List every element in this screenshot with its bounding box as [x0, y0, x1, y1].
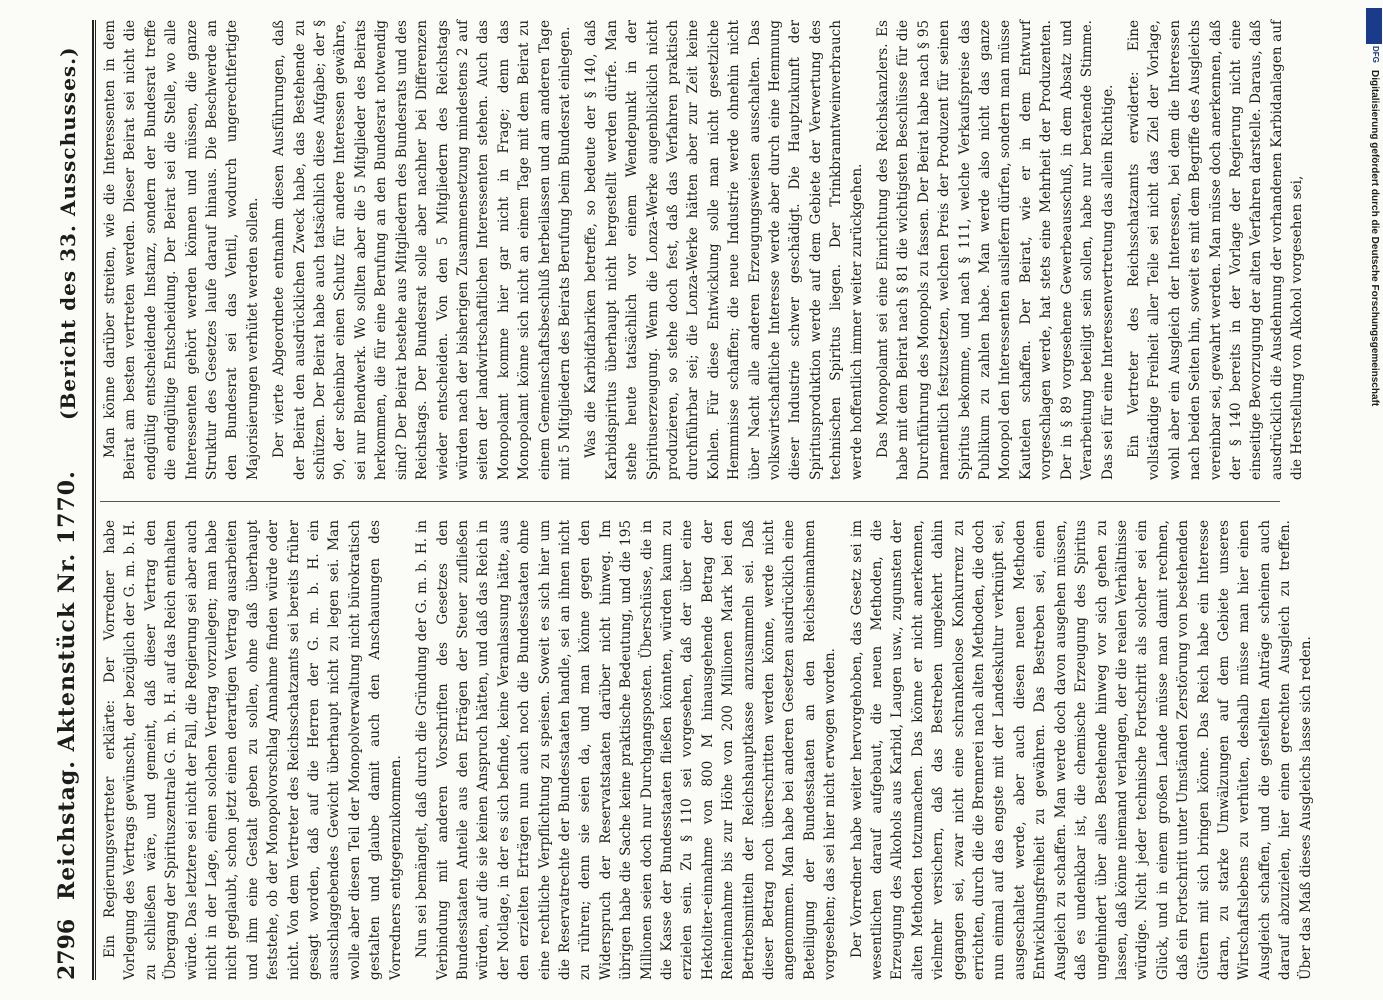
column-divider: [100, 501, 1280, 502]
paragraph: Was die Karbidfabriken betreffe, so bedeute der § 140, daß Karbidspiritus überhaupt nicht hergestellt werden dürfe. Man stehe heute tatsächlich vor einem Wendepunkt in der Spirituserzeugung. Wenn die Lonza-Werke augenblicklich nicht produzieren, so stehe doch fest, daß das Verfahren praktisch durchführbar sei; die Lonza-Werke hätten aber zur Zeit keine Kohlen. Für diese Entwicklung solle man nicht gesetzliche Hemmnisse schaffen; die neue Industrie werde ohnehin nicht über Nacht alle anderen Erzeugungsweisen ausschalten. Das volkswirtschaftliche Interesse werde aber durch eine Hemmung dieser Industrie schwer geschädigt. Die Hauptzukunft der Spiritusproduktion werde auf dem Gebiete der Verwertung des technischen Spiritus liegen. Der Trinkbranntweinverbrauch werde hoffentlich immer weiter zurückgehen.: [583, 20, 865, 480]
left-column: [100, 520, 1314, 980]
page-header: [48, 20, 98, 980]
dfg-logo: [1366, 8, 1382, 44]
header-rule-thin: [95, 20, 96, 980]
rotated-document-page: [40, 0, 1370, 990]
header-title-right: (Bericht des 33. Ausschusses.): [56, 46, 80, 420]
dfg-logo-label: [1368, 46, 1380, 63]
dfg-logo-text: DFG: [1371, 46, 1380, 63]
paragraph: Das Monopolamt sei eine Einrichtung des Reichskanzlers. Es habe mit dem Beirat nach § 81 die wichtigsten Beschlüsse für die Durchführung des Monopols zu fassen. Der Beirat habe nach § 95 namentlich festzusetzen, welchen Preis der Produzent für seinen Spiritus bekomme, und nach § 111, welche Verkaufspreise das Publikum zu zahlen habe. Man werde also nicht das ganze Monopol den Interessenten ausliefern dürfen, sondern man müsse Kautelen schaffen. Der Beirat, wie er in dem Entwurf vorgeschlagen werde, hat stets eine Mehrheit der Produzenten. Der in § 89 vorgesehene Gewerbeausschuß, in dem Absatz und Verarbeitung beteiligt sein sollen, habe nur beratende Stimme. Das sei für eine Interessenvertretung das allein Richtige.: [875, 20, 1116, 480]
header-rule: [92, 20, 94, 980]
paragraph: Ein Regierungsvertreter erklärte: Der Vorredner habe Vorlegung des Vertrags gewünscht, der bezüglich der G. m. b. H. zu schließen wäre, und gemeint, daß dieser Vertrag den Übergang der Spirituszentrale G. m. b. H. auf das Reich enthalten würde. Das letztere sei nicht der Fall, die Regierung sei aber auch nicht in der Lage, einen solchen Vertrag vorzulegen; man habe nicht geglaubt, schon jetzt einen derartigen Vertrag ausarbeiten und ihm eine Gestalt geben zu sollen, ohne daß überhaupt feststehe, ob der Monopolvorschlag Annahme finden würde oder nicht. Von dem Vertreter des Reichsschatzamts sei bereits früher gesagt worden, daß auf die Herren der G. m. b. H. ein ausschlaggebendes Gewicht überhaupt nicht zu legen sei. Man wolle aber diesen Teil der Monopolverwaltung nicht bürokratisch gestalten und glaube damit auch den Anschauungen des Vorredners entgegenzukommen.: [102, 520, 404, 980]
paragraph: Man könne darüber streiten, wie die Interessenten in dem Beirat am besten vertreten werden. Dieser Beirat sei nicht die endgültig entscheidende Instanz, sondern der Bundesrat treffe die endgültige Entscheidung. Der Beirat sei die Stelle, wo alle Interessenten gehört werden können und müssen, die ganze Struktur des Gesetzes laufe darauf hinaus. Die Beschwerde an den Bundesrat sei das Ventil, wodurch ungerechtfertigte Majorisierungen verhütet werden sollen.: [102, 20, 261, 480]
paragraph: Nun sei bemängelt, daß durch die Gründung der G. m. b. H. in Verbindung mit anderen Vorschriften des Gesetzes den Bundesstaaten Anteile aus den Erträgen der Steuer zufließen würden, auf die sie keinen Anspruch hätten, und daß das Reich in der Notlage, in der es sich befinde, keine Veranlassung hätte, aus den erzielten Erträgen nun auch noch die Bundesstaaten ohne eine rechtliche Verpflichtung zu speisen. Soweit es sich hier um die Reservatrechte der Bundesstaaten handle, sei an ihnen nicht zu rühren; denn sie seien da, und man könne gegen den Widerspruch der Reservatstaaten darüber nicht hinweg. Im übrigen habe die Sache keine praktische Bedeutung, und die 195 Millionen seien doch nur Durchgangsposten. Überschüsse, die in die Kasse der Bundesstaaten fließen könnten, würden kaum zu erzielen sein. Zu § 110 sei vorgesehen, daß der über eine Hektoliter-einnahme von 800 M hinausgehende Betrag der Reineinnahme bis zur Höhe von 200 Millionen Mark bei den Betriebsmitteln der Reichshauptkasse anzusammeln sei. Daß dieser Betrag noch überschritten werden könne, werde nicht angenommen. Man habe bei anderen Gesetzen ausdrücklich eine Beteiligung der Bundesstaaten an den Reichseinnahmen vorgesehen; das sei hier nicht erwogen worden.: [414, 520, 839, 980]
paragraph: Der vierte Abgeordnete entnahm diesen Ausführungen, daß der Beirat den ausdrücklichen Zweck habe, das Bestehende zu schützen. Der Beirat habe auch tatsächlich diese Aufgabe; der § 90, der scheinbar einen Schutz für andere Interessen gewähre, sei nur Blendwerk. Wo sollten aber die 5 Mitglieder des Beirats herkommen, die für eine Berufung an den Bundesrat notwendig sind? Der Beirat bestehe aus Mitgliedern des Bundesrats und des Reichstags. Der Bundesrat solle aber nachher bei Differenzen wieder entscheiden. Von den 5 Mitgliedern des Reichstags würden nach der bisherigen Zusammensetzung mindestens 2 auf seiten der landwirtschaftlichen Interessenten stehen. Auch das Monopolamt komme hier gar nicht in Frage; denn das Monopolamt könne sich nicht an einem Tage mit dem Beirat zu einem Gemeinschaftsbeschluß herbeilassen und am anderen Tage mit 5 Mitgliedern des Beirats Berufung beim Bundesrat einlegen.: [271, 20, 573, 480]
digitization-note-text: Digitalisierung gefördert durch die Deutsche Forschungsgemeinschaft: [1369, 70, 1380, 407]
digitization-note: [1368, 70, 1380, 870]
paragraph: Ein Vertreter des Reichsschatzamts erwiderte: Eine vollständige Freiheit aller Teile sei nicht das Ziel der Vorlage, wohl aber ein Ausgleich der Interessen, bei dem die Interessen nach beiden Seiten hin, soweit es mit dem Begriffe des Ausgleichs vereinbar sei, gewahrt werden. Man müsse doch anerkennen, daß der § 140 bereits in der Vorlage der Regierung nicht eine einseitige Bevorzugung der alten Verfahren darstelle. Daraus, daß ausdrücklich die Ausdehnung der vorhandenen Karbidanlagen auf die Herstellung von Alkohol vorgesehen sei,: [1125, 20, 1306, 480]
page-number: 2796: [54, 918, 80, 980]
paragraph: Der Vorredner habe weiter hervorgehoben, das Gesetz sei im wesentlichen darauf aufgebaut, die neuen Methoden, die Erzeugung des Alkohols aus Karbid, Laugen usw., zugunsten der alten Methoden totzumachen. Das könne er nicht anerkennen, vielmehr versichern, daß das Bestreben umgekehrt dahin gegangen sei, zwar nicht eine schrankenlose Konkurrenz zu errichten, durch die die Brennerei nach alten Methoden, die doch nun einmal auf das engste mit der Landeskultur verknüpft sei, ausgeschaltet werde, aber auch diesen neuen Methoden Entwicklungsfreiheit zu gewähren. Das Bestreben sei, einen Ausgleich zu schaffen. Man werde doch davon ausgehen müssen, daß es undenkbar ist, die chemische Erzeugung des Spiritus ungehindert über alles Bestehende hinweg vor sich gehen zu lassen, daß könne niemand verlangen, der die realen Verhältnisse würdige. Nicht jeder technische Fortschritt als solcher sei ein Glück, und in einem großen Lande müsse man damit rechnen, daß ein Fortschritt unter Umständen Zerstörung von bestehenden Gütern mit sich bringen könne. Das Reich habe ein Interesse daran, zu starke Umwälzungen auf dem Gebiete unseres Wirtschaftslebens zu verhüten, deshalb müsse man hier einen Ausgleich schaffen, und die gestellten Anträge scheinen auch darauf abzuzielen, hier einen gerechten Ausgleich zu treffen. Über das Maß dieses Ausgleichs lasse sich reden.: [848, 520, 1314, 980]
right-column: [100, 20, 1306, 480]
header-title-left: Reichstag. Aktenstück Nr. 1770.: [54, 470, 80, 900]
